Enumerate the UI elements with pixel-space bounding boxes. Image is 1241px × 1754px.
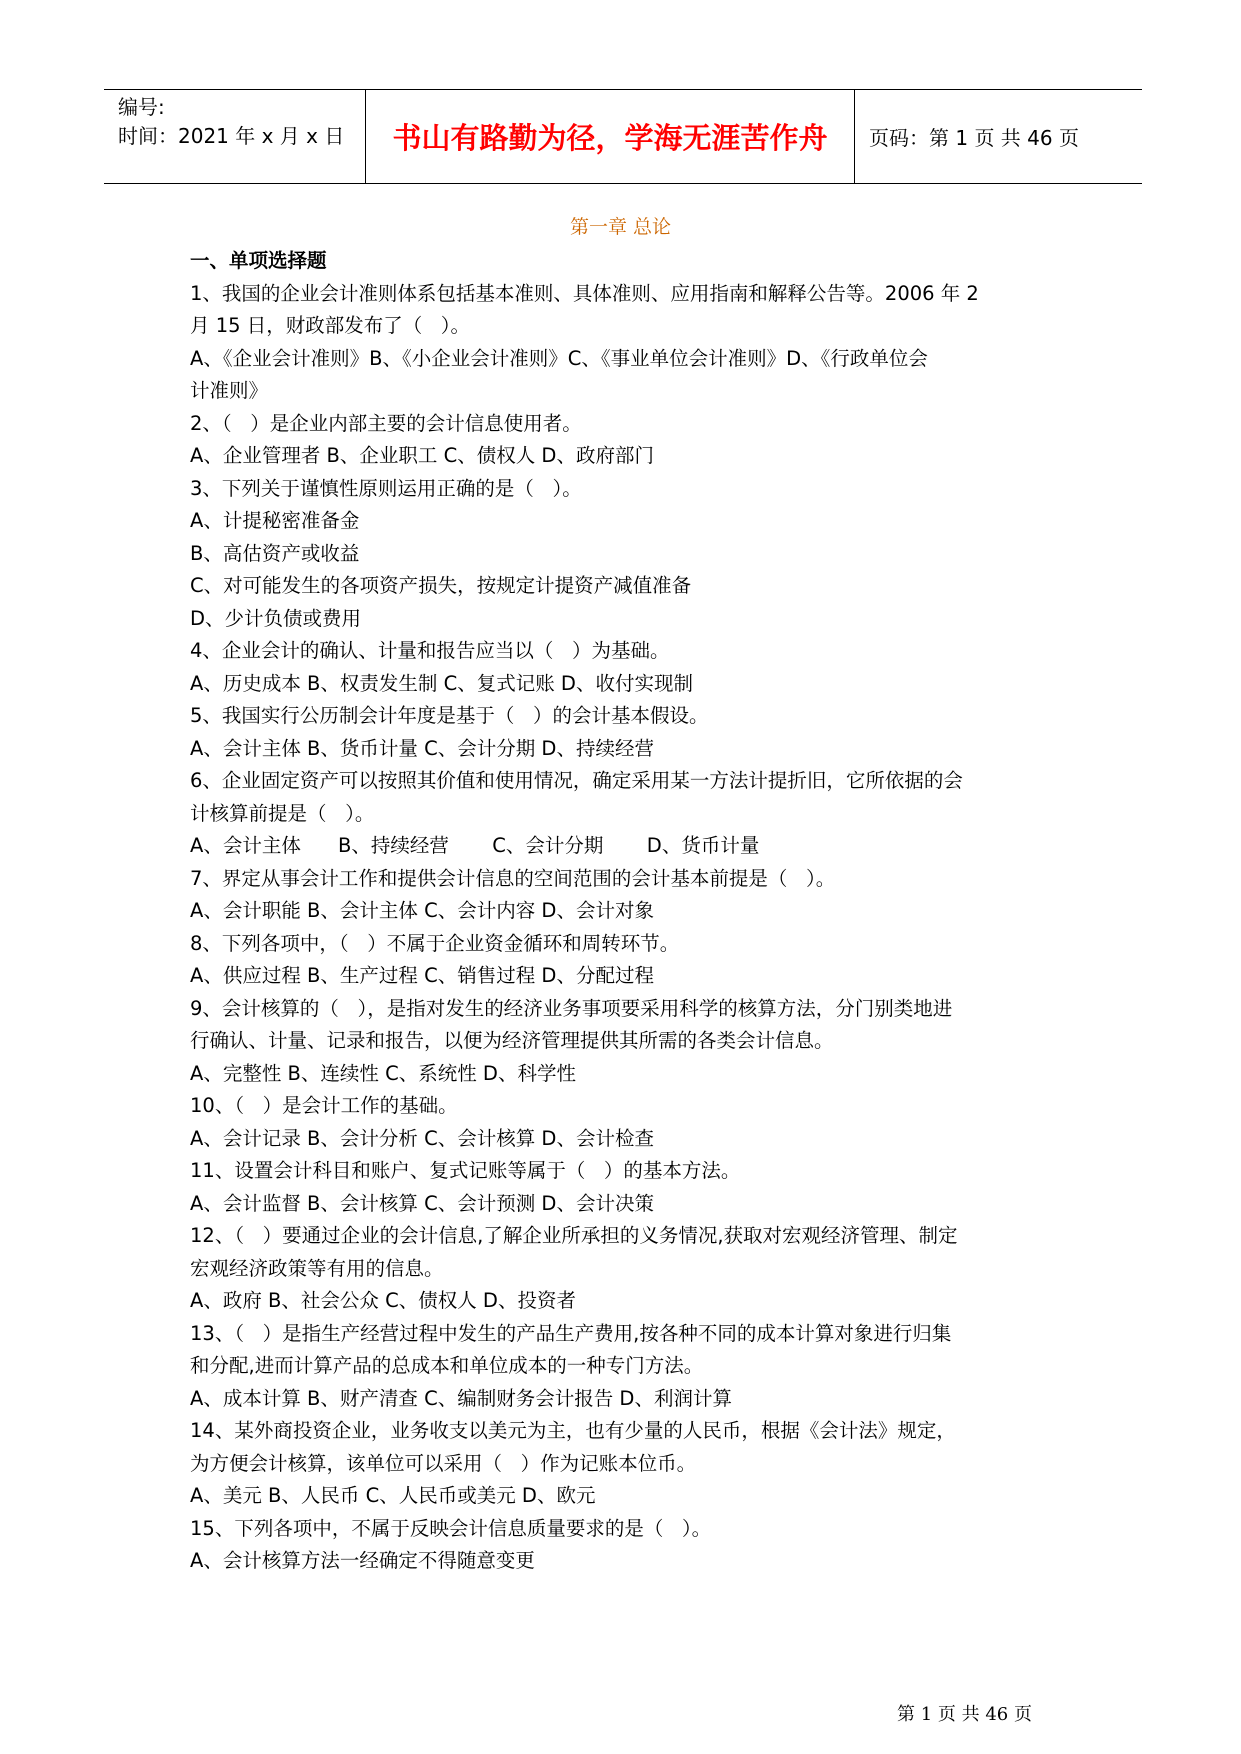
text-line: A、会计主体 B、持续经营 C、会计分期 D、货币计量 <box>190 834 760 857</box>
text-line: 7、界定从事会计工作和提供会计信息的空间范围的会计基本前提是（ ）。 <box>190 866 836 890</box>
text-line: A、计提秘密准备金 <box>190 509 360 532</box>
text-line: A、企业管理者 B、企业职工 C、债权人 D、政府部门 <box>190 444 654 467</box>
section-title: 一、单项选择题 <box>190 249 327 272</box>
header-page-info: 页码：第 1 页 共 46 页 <box>869 126 1079 150</box>
text-line: 行确认、计量、记录和报告，以便为经济管理提供其所需的各类会计信息。 <box>190 1029 834 1052</box>
text-line: A、供应过程 B、生产过程 C、销售过程 D、分配过程 <box>190 964 654 987</box>
text-line: 5、我国实行公历制会计年度是基于（ ）的会计基本假设。 <box>190 704 709 727</box>
text-line: 2、（ ）是企业内部主要的会计信息使用者。 <box>190 411 582 435</box>
text-line: A、会计主体 B、货币计量 C、会计分期 D、持续经营 <box>190 736 654 760</box>
text-line: 11、设置会计科目和账户、复式记账等属于（ ）的基本方法。 <box>190 1159 741 1182</box>
document-body <box>190 245 1070 1578</box>
text-line: 14、某外商投资企业，业务收支以美元为主，也有少量的人民币，根据《会计法》规定， <box>190 1419 956 1442</box>
text-line: 计准则》 <box>190 379 269 402</box>
text-line: 9、会计核算的（ ），是指对发生的经济业务事项要采用科学的核算方法，分门别类地进 <box>190 996 953 1020</box>
text-line: A、会计监督 B、会计核算 C、会计预测 D、会计决策 <box>190 1191 654 1215</box>
time-label: 时间：2021 年 x 月 x 日 <box>118 124 345 148</box>
text-line: 10、（ ）是会计工作的基础。 <box>190 1094 458 1117</box>
header-meta <box>104 90 366 183</box>
text-line: B、高估资产或收益 <box>190 541 360 565</box>
text-line: 15、下列各项中，不属于反映会计信息质量要求的是（ ）。 <box>190 1516 712 1540</box>
question-lines <box>190 278 1070 1578</box>
text-line: 12、（ ）要通过企业的会计信息,了解企业所承担的义务情况,获取对宏观经济管理、制定 <box>190 1224 958 1247</box>
text-line: 宏观经济政策等有用的信息。 <box>190 1256 444 1280</box>
text-line: 为方便会计核算，该单位可以采用（ ）作为记账本位币。 <box>190 1451 697 1475</box>
text-line: C、对可能发生的各项资产损失，按规定计提资产减值准备 <box>190 574 692 597</box>
text-line: 13、（ ）是指生产经营过程中发生的产品生产费用,按各种不同的成本计算对象进行归集 <box>190 1321 952 1345</box>
text-line: 计核算前提是（ ）。 <box>190 801 375 825</box>
number-label: 编号: <box>118 95 165 119</box>
text-line: A、历史成本 B、权责发生制 C、复式记账 D、收付实现制 <box>190 671 693 695</box>
text-line: 8、下列各项中，（ ）不属于企业资金循环和周转环节。 <box>190 931 680 955</box>
text-line: 和分配,进而计算产品的总成本和单位成本的一种专门方法。 <box>190 1354 704 1377</box>
text-line: 6、企业固定资产可以按照其价值和使用情况，确定采用某一方法计提折旧，它所依据的会 <box>190 769 963 792</box>
text-line: A、《企业会计准则》B、《小企业会计准则》C、《事业单位会计准则》D、《行政单位会 <box>190 346 928 370</box>
text-line: 3、下列关于谨慎性原则运用正确的是（ ）。 <box>190 476 582 500</box>
text-line: 4、企业会计的确认、计量和报告应当以（ ）为基础。 <box>190 639 670 662</box>
chapter-title: 第一章 总论 <box>569 216 672 238</box>
page-header <box>104 89 1142 184</box>
text-line: D、少计负债或费用 <box>190 606 362 630</box>
page-footer: 第 1 页 共 46 页 <box>897 1704 1032 1725</box>
header-motto: 书山有路勤为径，学海无涯苦作舟 <box>366 90 855 183</box>
text-line: A、政府 B、社会公众 C、债权人 D、投资者 <box>190 1289 576 1312</box>
text-line: A、会计职能 B、会计主体 C、会计内容 D、会计对象 <box>190 899 654 922</box>
text-line: A、会计记录 B、会计分析 C、会计核算 D、会计检查 <box>190 1126 654 1150</box>
text-line: 1、我国的企业会计准则体系包括基本准则、具体准则、应用指南和解释公告等。2006 年 2 <box>190 281 979 305</box>
text-line: A、成本计算 B、财产清查 C、编制财务会计报告 D、利润计算 <box>190 1386 732 1410</box>
text-line: A、会计核算方法一经确定不得随意变更 <box>190 1549 535 1572</box>
text-line: A、美元 B、人民币 C、人民币或美元 D、欧元 <box>190 1484 596 1507</box>
text-line: 月 15 日，财政部发布了（ ）。 <box>190 314 471 337</box>
text-line: A、完整性 B、连续性 C、系统性 D、科学性 <box>190 1061 576 1085</box>
